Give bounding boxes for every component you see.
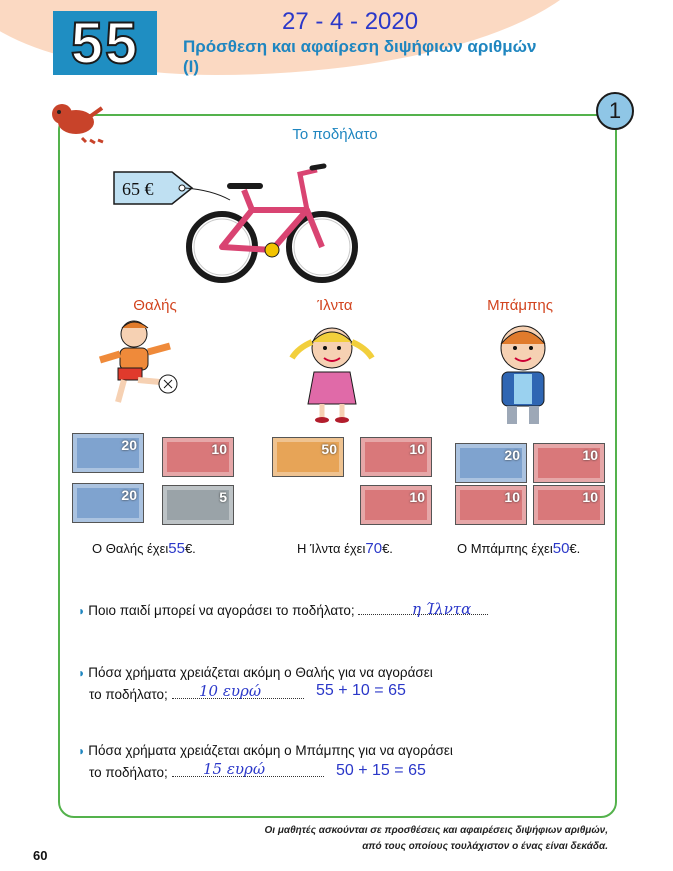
page-title: Πρόσθεση και αφαίρεση διψήφιων αριθμών (Ι) <box>183 37 537 76</box>
banknote-value: 20 <box>121 487 137 503</box>
price-tag-text: 65 € <box>122 179 154 199</box>
answer-2: 10 ευρώ <box>199 682 262 700</box>
boy-thalis-illustration <box>88 318 188 418</box>
banknote-10-euro <box>162 437 234 477</box>
banknote-50-euro <box>272 437 344 477</box>
child-name-ilnta: Ίλντα <box>317 297 353 314</box>
exercise-heading: Το ποδήλατο <box>292 126 378 143</box>
banknote-10-euro <box>533 443 605 483</box>
banknote-value: 10 <box>582 447 598 463</box>
calculation-3: 50 + 15 = 65 <box>336 762 426 779</box>
boy-mpampis-illustration <box>478 318 568 433</box>
question-1: ◗ Ποιο παιδί μπορεί να αγοράσει το ποδήλατο; <box>78 600 488 622</box>
banknote-value: 20 <box>504 447 520 463</box>
banknote-value: 20 <box>121 437 137 453</box>
child-name-mpampis: Μπάμπης <box>487 297 553 314</box>
price-tag <box>114 172 230 204</box>
bullet-icon: ◗ <box>78 666 86 680</box>
sentence-mpampis: Ο Μπάμπης έχει50€. <box>457 540 581 557</box>
banknote-20-euro <box>455 443 527 483</box>
bullet-icon: ◗ <box>78 744 86 758</box>
banknote-value: 10 <box>409 489 425 505</box>
lesson-number-box <box>53 11 157 75</box>
banknote-value: 10 <box>211 441 227 457</box>
amount-mpampis: 50 <box>552 540 570 557</box>
calculation-2: 55 + 10 = 65 <box>316 682 406 699</box>
bullet-icon: ◗ <box>78 604 86 618</box>
dog-mascot-icon <box>48 100 110 150</box>
banknote-value: 10 <box>504 489 520 505</box>
amount-ilnta: 70 <box>365 540 383 557</box>
child-name-thalis: Θαλής <box>133 297 177 314</box>
page-number: 60 <box>33 848 48 863</box>
date-handwritten: 27 - 4 - 2020 <box>282 8 419 35</box>
answer-1: η Ίλντα <box>412 600 472 618</box>
banknote-10-euro <box>455 485 527 525</box>
banknote-value: 5 <box>219 489 227 505</box>
banknote-value: 50 <box>321 441 337 457</box>
amount-thalis: 55 <box>168 540 185 557</box>
question-2: ◗ Πόσα χρήματα χρειάζεται ακόμη ο Θαλής για να αγοράσει το ποδήλατο; <box>78 665 433 702</box>
sentence-thalis: Ο Θαλής έχει55€. <box>92 540 196 557</box>
banknote-value: 10 <box>409 441 425 457</box>
girl-ilnta-illustration <box>282 318 382 428</box>
banknote-10-euro <box>360 437 432 477</box>
exercise-number: 1 <box>608 98 622 123</box>
exercise-number-badge <box>596 92 634 130</box>
banknote-5-euro <box>162 485 234 525</box>
teacher-note: Οι μαθητές ασκούνται σε προσθέσεις και αφαιρέσεις διψήφιων αριθμών, από τους οποίους τουλάχιστον ο ένας είναι δεκάδα. <box>264 825 608 852</box>
banknote-value: 10 <box>582 489 598 505</box>
question-3: ◗ Πόσα χρήματα χρειάζεται ακόμη ο Μπάμπης για να αγοράσει το ποδήλατο; <box>78 743 453 780</box>
bicycle-illustration <box>112 160 362 285</box>
sentence-ilnta: Η Ίλντα έχει70€. <box>297 540 393 557</box>
banknote-10-euro <box>360 485 432 525</box>
banknote-10-euro <box>533 485 605 525</box>
banknote-20-euro <box>72 483 144 523</box>
banknote-20-euro <box>72 433 144 473</box>
answer-3: 15 ευρώ <box>203 760 266 778</box>
lesson-number: 55 <box>70 10 140 76</box>
